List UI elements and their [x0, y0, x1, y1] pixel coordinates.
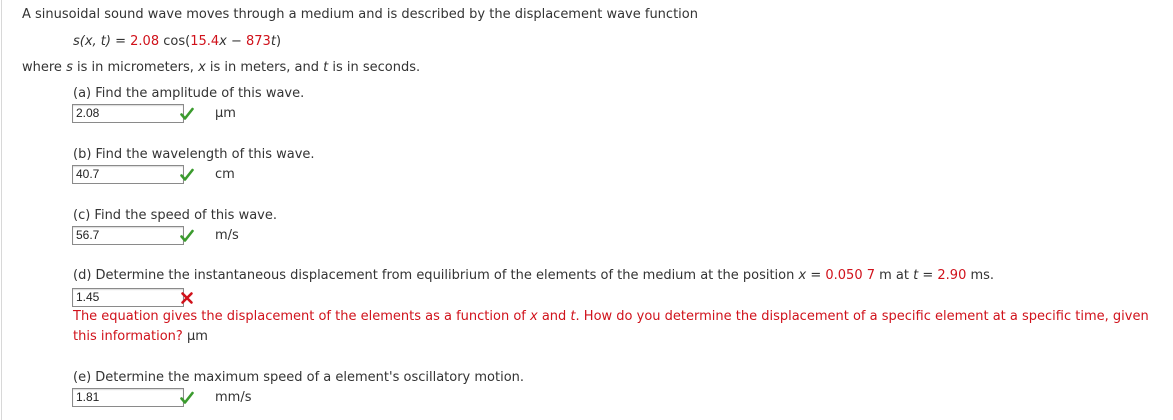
cross-icon [180, 291, 194, 305]
eq-wavenumber: 15.4 [190, 34, 220, 49]
problem-statement: A sinusoidal sound wave moves through a medium and is described by the displacement wave function [22, 7, 698, 22]
eq-close-paren: ) [275, 34, 282, 49]
question-d-equals: = [806, 268, 826, 283]
question-d-x: x [798, 268, 807, 283]
question-d-equals: = [918, 268, 938, 283]
question-d-text: (d) Determine the instantaneous displacement from equilibrium of the elements of the medium at the position [73, 268, 799, 283]
eq-minus: − [226, 34, 247, 49]
check-icon [180, 107, 194, 121]
wave-equation [73, 34, 281, 49]
question-d-text: ms. [966, 268, 995, 283]
where-text: is in seconds. [328, 60, 421, 75]
question-b: (b) Find the wavelength of this wave. [73, 147, 315, 162]
answer-a-input[interactable] [72, 104, 184, 123]
where-x: x [198, 60, 206, 75]
where-text: where [22, 60, 67, 75]
eq-amplitude: 2.08 [130, 34, 160, 49]
eq-x: x [219, 34, 227, 49]
answer-d-input[interactable] [72, 288, 184, 307]
eq-lhs: s(x, t) [73, 34, 111, 49]
answer-b-input[interactable] [72, 165, 184, 184]
check-icon [180, 391, 194, 405]
where-text: is in meters, and [205, 60, 324, 75]
left-border [1, 0, 2, 420]
unit-e: mm/s [215, 390, 252, 405]
feedback-d-t: t [570, 309, 576, 324]
feedback-d [73, 307, 1163, 347]
question-d-t: t [913, 268, 919, 283]
question-c: (c) Find the speed of this wave. [73, 208, 278, 223]
question-d-time-value: 2.90 [937, 268, 967, 283]
question-e: (e) Determine the maximum speed of a element's oscillatory motion. [73, 370, 525, 385]
question-a: (a) Find the amplitude of this wave. [73, 86, 305, 101]
feedback-d-text: . How do you determine the displacement of a specific element at a specific time, given this information? [73, 309, 1149, 344]
where-s: s [66, 60, 73, 75]
check-icon [180, 229, 194, 243]
question-d-text: m at [875, 268, 914, 283]
unit-c: m/s [215, 228, 239, 243]
eq-t: t [270, 34, 276, 49]
where-text: is in micrometers, [72, 60, 199, 75]
question-d-position-value: 0.050 7 [825, 268, 875, 283]
unit-b: cm [215, 167, 235, 182]
answer-c-input[interactable] [72, 226, 184, 245]
unit-a: μm [215, 106, 236, 121]
where-t: t [323, 60, 329, 75]
feedback-d-text: The equation gives the displacement of the elements as a function of [73, 309, 530, 324]
eq-equals: = [110, 34, 131, 49]
feedback-d-text: and [537, 309, 571, 324]
question-d [73, 268, 994, 283]
feedback-d-x: x [529, 309, 538, 324]
unit-d: μm [186, 329, 208, 344]
eq-cos: cos( [159, 34, 191, 49]
eq-angular-frequency: 873 [246, 34, 271, 49]
check-icon [180, 168, 194, 182]
units-description [22, 60, 420, 75]
answer-e-input[interactable] [72, 388, 184, 407]
